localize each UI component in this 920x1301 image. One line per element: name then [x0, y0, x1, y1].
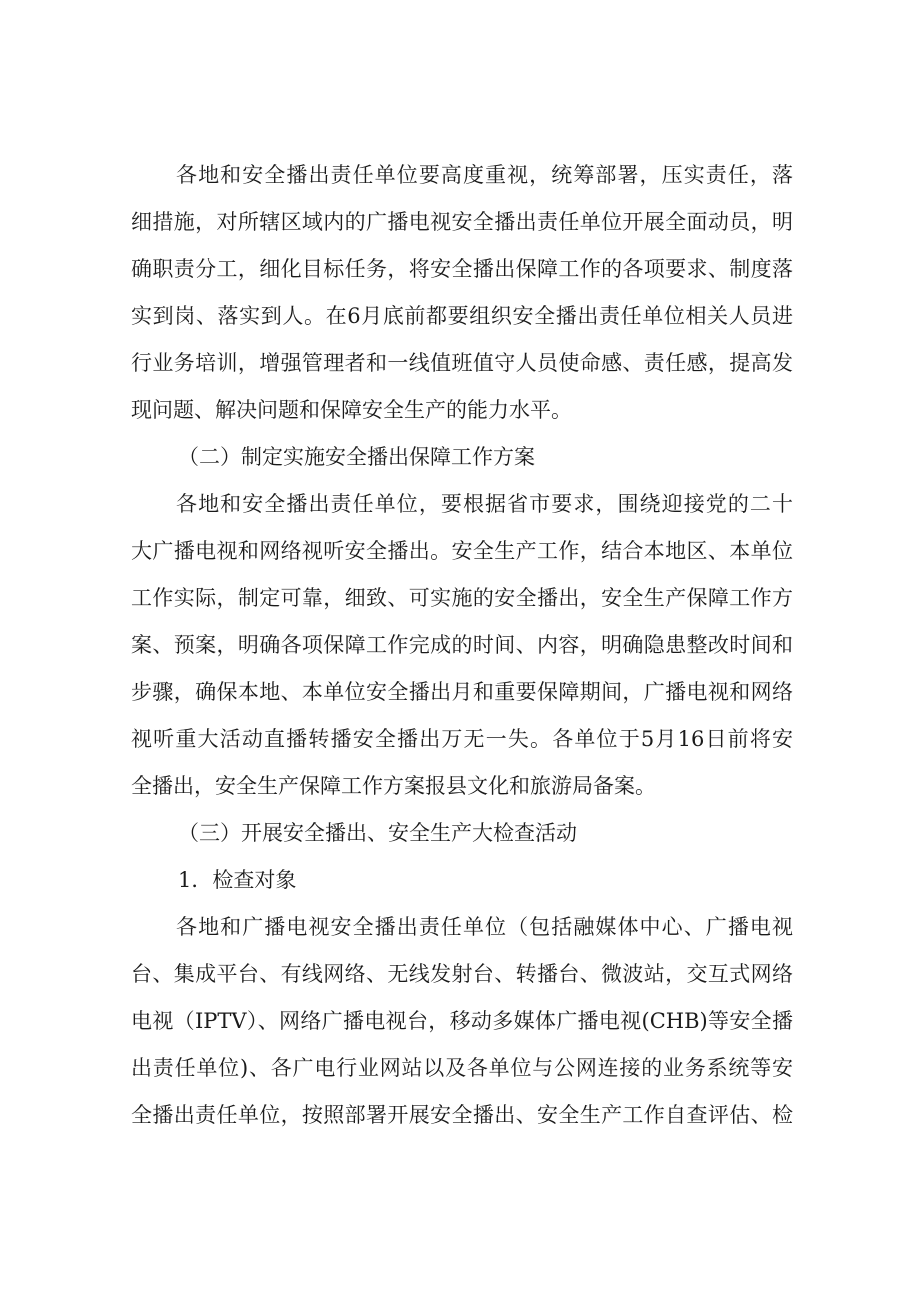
paragraph-2-line-5: 步骤，确保本地、本单位安全播出月和重要保障期间，广播电视和网络: [131, 680, 793, 704]
section-heading-3: （三）开展安全播出、安全生产大检查活动: [178, 821, 577, 845]
subheading-1: 1．检查对象: [178, 868, 297, 892]
paragraph-1-line-4: 实到岗、落实到人。在6月底前都要组织安全播出责任单位相关人员进: [131, 304, 793, 328]
paragraph-1-line-2: 细措施，对所辖区域内的广播电视安全播出责任单位开展全面动员，明: [131, 210, 793, 234]
paragraph-3-line-4: 出责任单位)、各广电行业网站以及各单位与公网连接的业务系统等安: [131, 1056, 793, 1080]
section-heading-2: （二）制定实施安全播出保障工作方案: [178, 445, 535, 469]
paragraph-3-line-5: 全播出责任单位，按照部署开展安全播出、安全生产工作自查评估、检: [131, 1103, 793, 1127]
paragraph-1-line-6: 现问题、解决问题和保障安全生产的能力水平。: [131, 398, 572, 422]
paragraph-1-line-5: 行业务培训，增强管理者和一线值班值守人员使命感、责任感，提高发: [131, 351, 793, 375]
paragraph-2-line-7: 全播出，安全生产保障工作方案报县文化和旅游局备案。: [131, 774, 656, 798]
paragraph-2-line-4: 案、预案，明确各项保障工作完成的时间、内容，明确隐患整改时间和: [131, 633, 793, 657]
paragraph-3-line-1: 各地和广播电视安全播出责任单位（包括融媒体中心、广播电视: [176, 915, 793, 939]
paragraph-3-line-3: 电视（IPTV）、网络广播电视台，移动多媒体广播电视(CHB)等安全播: [131, 1009, 793, 1033]
paragraph-2-line-1: 各地和安全播出责任单位，要根据省市要求，围绕迎接党的二十: [176, 492, 793, 516]
paragraph-2-line-3: 工作实际，制定可靠，细致、可实施的安全播出，安全生产保障工作方: [131, 586, 793, 610]
paragraph-2-line-2: 大广播电视和网络视听安全播出。安全生产工作，结合本地区、本单位: [131, 539, 793, 563]
paragraph-2-line-6: 视听重大活动直播转播安全播出万无一失。各单位于5月16日前将安: [131, 727, 793, 751]
paragraph-1-line-1: 各地和安全播出责任单位要高度重视，统筹部署，压实责任，落: [176, 163, 793, 187]
paragraph-3-line-2: 台、集成平台、有线网络、无线发射台、转播台、微波站，交互式网络: [131, 962, 793, 986]
paragraph-1-line-3: 确职责分工，细化目标任务，将安全播出保障工作的各项要求、制度落: [131, 257, 793, 281]
